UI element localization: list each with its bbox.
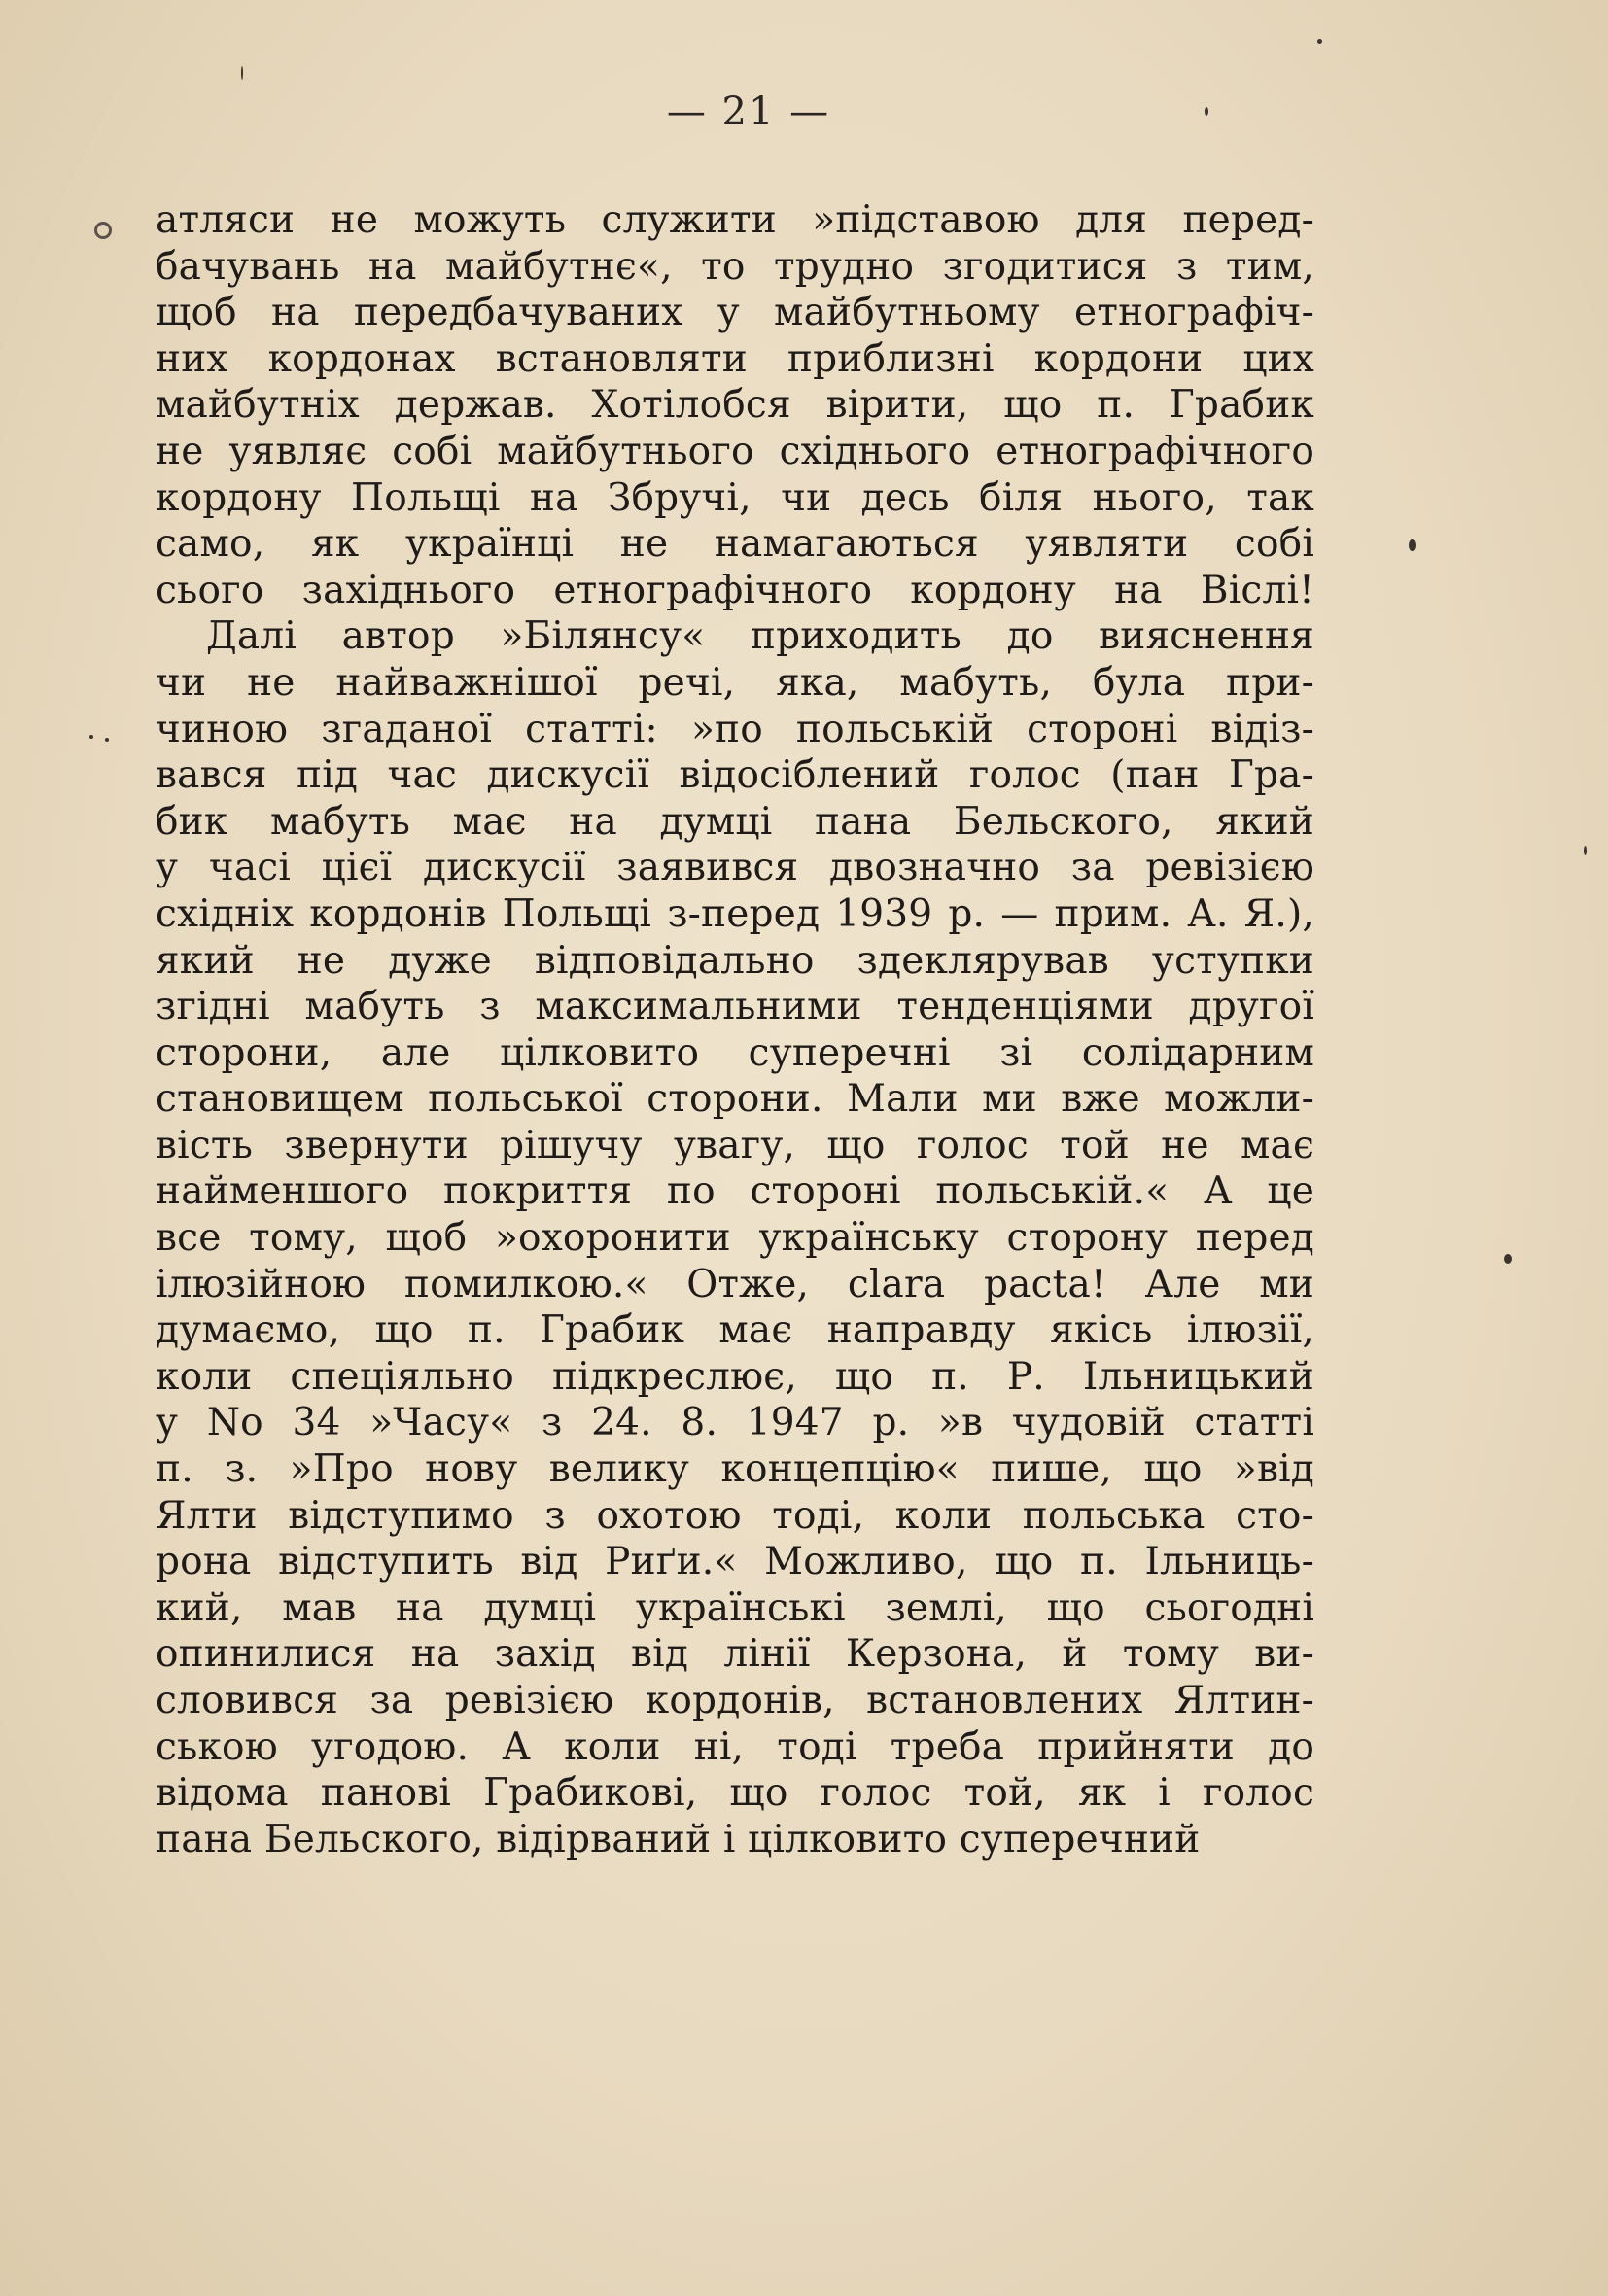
text-line: згідні мабуть з максимальними тенденціями другої <box>156 985 1314 1029</box>
text-line: само, як українці не намагаються уявляти собі <box>156 522 1314 567</box>
print-speck <box>1409 539 1416 551</box>
text-line: чи не найважнішої речі, яка, мабуть, була при- <box>156 660 1314 705</box>
text-line: у часі цієї дискусії заявився двозначно за ревізією <box>156 846 1314 890</box>
text-line: рона відступить від Риґи.« Можливо, що п. Ільниць- <box>156 1540 1314 1584</box>
text-line: вався під час дискусії відосіблений голос (пан Гра- <box>156 753 1314 798</box>
page-number: — 21 — <box>666 89 831 134</box>
text-line: східніх кордонів Польщі з-перед 1939 р. — прим. А. Я.), <box>156 891 1314 936</box>
text-line: кий, мав на думці українські землі, що сьогодні <box>156 1585 1314 1630</box>
text-line: сього західнього етнографічного кордону на Віслі! <box>156 568 1314 612</box>
text-line: кордону Польщі на Збручі, чи десь біля нього, так <box>156 475 1314 520</box>
text-line: коли спеціяльно підкреслює, що п. Р. Ільницький <box>156 1354 1314 1399</box>
print-speck <box>94 222 112 239</box>
text-line: словився за ревізією кордонів, встановлених Ялтин- <box>156 1679 1314 1722</box>
print-speck <box>1317 39 1322 44</box>
text-line: не уявляє собі майбутнього східнього етнографічного <box>156 429 1314 473</box>
text-line: Далі автор »Білянсу« приходить до вияснення <box>206 614 1314 659</box>
body-text <box>156 197 1314 1862</box>
text-line: відома панові Грабикові, що голос той, як і голос <box>156 1771 1314 1816</box>
text-line: п. з. »Про нову велику концепцію« пише, що »від <box>156 1447 1314 1492</box>
text-line: думаємо, що п. Грабик має направду якісь ілюзії, <box>156 1308 1314 1353</box>
text-line: опинилися на захід від лінії Керзона, й тому ви- <box>156 1632 1314 1677</box>
text-line: вість звернути рішучу увагу, що голос той не має <box>156 1123 1314 1167</box>
print-speck <box>241 66 243 80</box>
text-line: них кордонах встановляти приблизні кордони цих <box>156 336 1314 381</box>
text-line: атляси не можуть служити »підставою для перед- <box>156 198 1314 242</box>
text-line: ською угодою. А коли ні, тоді треба прийняти до <box>156 1724 1314 1769</box>
print-speck <box>105 738 109 742</box>
print-speck <box>1205 107 1208 116</box>
text-line: становищем польської сторони. Мали ми вже можли- <box>156 1077 1314 1122</box>
text-line: чиною згаданої статті: »по польській стороні відіз- <box>156 707 1314 751</box>
print-speck <box>1504 1254 1512 1264</box>
text-line: бачувань на майбутнє«, то трудно згодитися з тим, <box>156 244 1314 289</box>
text-line: ілюзійною помилкою.« Отже, clara pacta! Але ми <box>156 1262 1314 1306</box>
print-speck <box>89 735 93 739</box>
text-line: який не дуже відповідально здеклярував уступки <box>156 938 1314 983</box>
text-line: майбутніх держав. Хотілобся вірити, що п. Грабик <box>156 383 1314 428</box>
text-line: все тому, щоб »охоронити українську сторону перед <box>156 1216 1314 1261</box>
text-line: найменшого покриття по стороні польській.« А це <box>156 1169 1314 1214</box>
text-line: у No 34 »Часу« з 24. 8. 1947 р. »в чудовій статті <box>156 1401 1314 1445</box>
print-speck <box>1584 846 1587 855</box>
text-line: бик мабуть має на думці пана Бельского, який <box>156 799 1314 844</box>
text-line: пана Бельского, відірваний і цілковито суперечний <box>156 1817 1201 1861</box>
text-line: щоб на передбачуваних у майбутньому етнографіч- <box>156 291 1314 335</box>
text-line: Ялти відступимо з охотою тоді, коли польська сто- <box>156 1493 1314 1538</box>
text-line: сторони, але цілковито суперечні зі солідарним <box>156 1030 1314 1075</box>
